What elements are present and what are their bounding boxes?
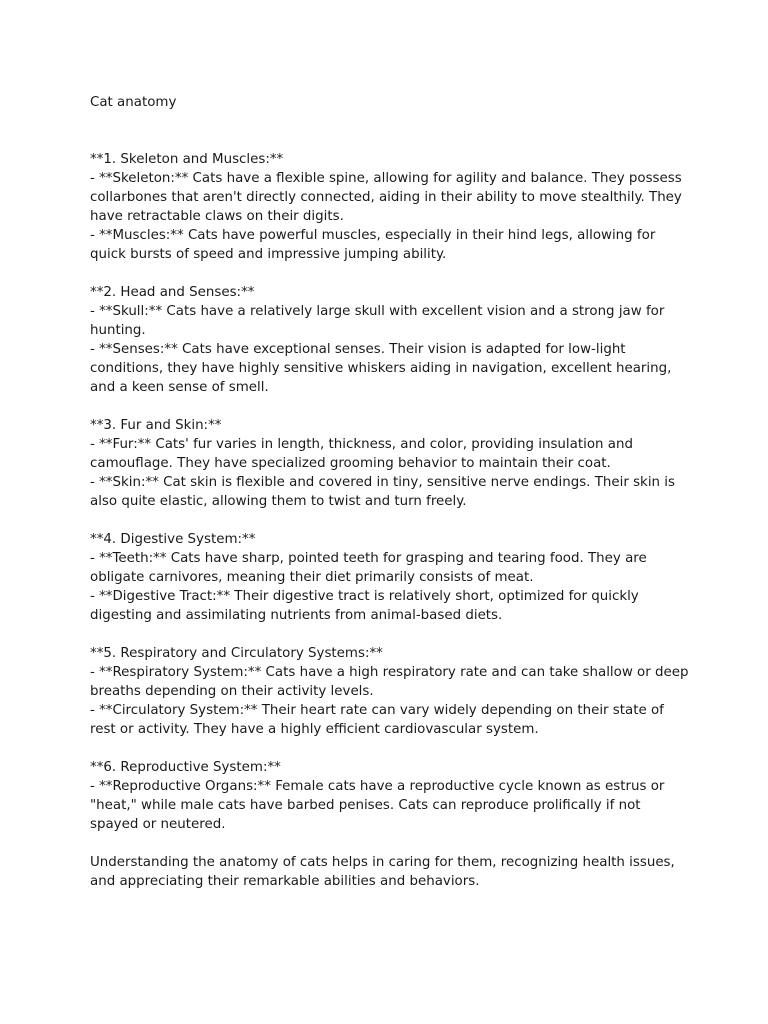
section-respiratory-and-circulatory xyxy=(90,644,690,739)
section-heading: **6. Reproductive System:** xyxy=(90,760,281,775)
section-item: - **Skin:** Cat skin is flexible and covered in tiny, sensitive nerve endings. Their skin is also quite elastic, allowing them to twist and turn freely. xyxy=(90,475,675,509)
section-list xyxy=(90,150,690,891)
section-item: - **Reproductive Organs:** Female cats have a reproductive cycle known as estrus or "heat," while male cats have barbed penises. Cats can reproduce prolifically if not spayed or neutered. xyxy=(90,779,665,832)
section-item: - **Senses:** Cats have exceptional senses. Their vision is adapted for low-light conditions, they have highly sensitive whiskers aiding in navigation, excellent hearing, and a keen sense of smell. xyxy=(90,342,672,395)
section-reproductive-system xyxy=(90,758,690,834)
section-item: - **Muscles:** Cats have powerful muscles, especially in their hind legs, allowing for quick bursts of speed and impressive jumping ability. xyxy=(90,228,656,262)
section-item: - **Skull:** Cats have a relatively large skull with excellent vision and a strong jaw for hunting. xyxy=(90,304,665,338)
document-title: Cat anatomy xyxy=(90,95,177,110)
conclusion-paragraph: Understanding the anatomy of cats helps in caring for them, recognizing health issues, and appreciating their remarkable abilities and behaviors. xyxy=(90,855,675,889)
section-item: - **Fur:** Cats' fur varies in length, thickness, and color, providing insulation and camouflage. They have specialized grooming behavior to maintain their coat. xyxy=(90,437,633,471)
section-item: - **Respiratory System:** Cats have a high respiratory rate and can take shallow or deep breaths depending on their activity levels. xyxy=(90,665,689,699)
section-skeleton-and-muscles xyxy=(90,150,690,264)
section-item: - **Digestive Tract:** Their digestive tract is relatively short, optimized for quickly digesting and assimilating nutrients from animal-based diets. xyxy=(90,589,639,623)
section-fur-and-skin xyxy=(90,416,690,511)
document-body xyxy=(90,93,690,891)
section-heading: **1. Skeleton and Muscles:** xyxy=(90,152,284,167)
section-heading: **2. Head and Senses:** xyxy=(90,285,255,300)
section-item: - **Teeth:** Cats have sharp, pointed teeth for grasping and tearing food. They are obligate carnivores, meaning their diet primarily consists of meat. xyxy=(90,551,647,585)
section-head-and-senses xyxy=(90,283,690,397)
section-digestive-system xyxy=(90,530,690,625)
section-item: - **Circulatory System:** Their heart rate can vary widely depending on their state of rest or activity. They have a highly efficient cardiovascular system. xyxy=(90,703,664,737)
section-heading: **3. Fur and Skin:** xyxy=(90,418,222,433)
section-heading: **5. Respiratory and Circulatory Systems:** xyxy=(90,646,383,661)
section-item: - **Skeleton:** Cats have a flexible spine, allowing for agility and balance. They possess collarbones that aren't directly connected, aiding in their ability to move stealthily. They have retractable claws on their digits. xyxy=(90,171,682,224)
section-heading: **4. Digestive System:** xyxy=(90,532,256,547)
